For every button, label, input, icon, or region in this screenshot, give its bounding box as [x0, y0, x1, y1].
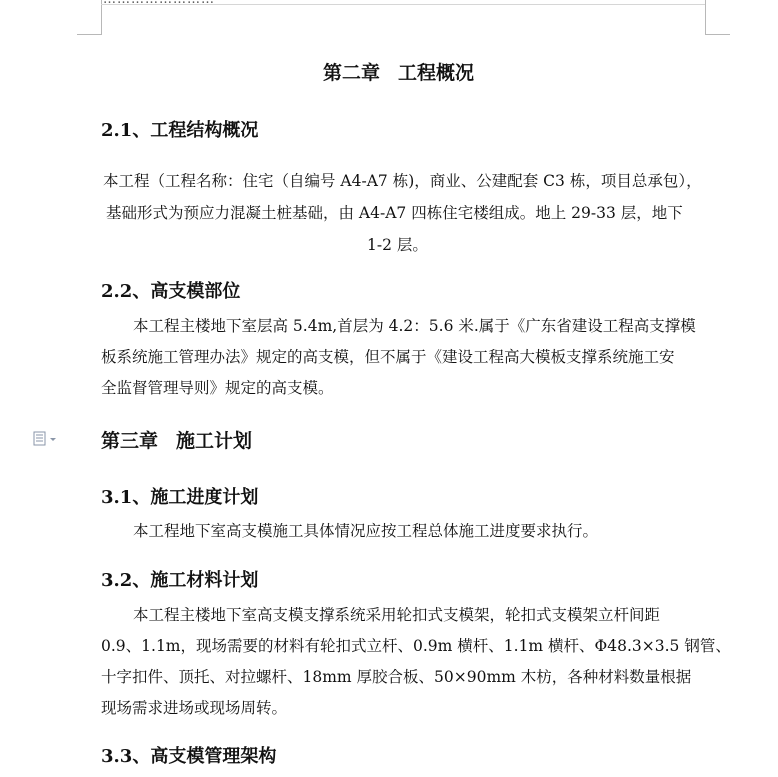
section-2-1-line-1[interactable]: 本工程（工程名称：住宅（自编号 A4-A7 栋)，商业、公建配套 C3 栋，项目总承包），	[103, 172, 702, 190]
section-3-1-heading: 3.1、施工进度计划	[101, 487, 259, 508]
page-corner-top-left	[77, 0, 102, 35]
section-2-1-heading: 2.1、工程结构概况	[101, 120, 259, 141]
section-3-2-line-1[interactable]: 本工程主楼地下室高支模支撑系统采用轮扣式支模架，轮扣式支模架立杆间距	[133, 606, 661, 624]
chapter-2-number: 第二章	[323, 62, 381, 84]
section-3-2-line-4[interactable]: 现场需求进场或现场周转。	[101, 699, 288, 717]
page-header-text	[103, 0, 215, 7]
section-3-2-line-2[interactable]: 0.9、1.1m，现场需要的材料有轮扣式立杆、0.9m 横杆、1.1m 横杆、Φ48.3×3.5 钢管、	[101, 637, 731, 655]
section-3-3-heading: 3.3、高支模管理架构	[101, 746, 277, 767]
chapter-3-number: 第三章	[101, 430, 159, 452]
section-3-2-line-3[interactable]: 十字扣件、顶托、对拉螺杆、18mm 厚胶合板、50×90mm 木枋，各种材料数量根据	[101, 668, 692, 686]
page-corner-top-right	[705, 0, 730, 35]
paragraph-options-icon[interactable]	[33, 431, 59, 447]
section-2-2-line-3[interactable]: 全监督管理导则》规定的高支模。	[101, 379, 334, 397]
section-2-2-heading: 2.2、高支模部位	[101, 281, 241, 302]
section-3-1-line-1[interactable]: 本工程地下室高支模施工具体情况应按工程总体施工进度要求执行。	[133, 522, 599, 540]
section-2-1-line-3[interactable]: 1-2 层。	[367, 236, 428, 254]
chapter-2-title	[323, 58, 474, 85]
chapter-3-title	[101, 426, 252, 453]
chapter-3-name: 施工计划	[176, 430, 253, 452]
section-3-2-heading: 3.2、施工材料计划	[101, 570, 259, 591]
section-2-2-line-1[interactable]: 本工程主楼地下室层高 5.4m,首层为 4.2：5.6 米.属于《广东省建设工程高支撑模	[133, 317, 696, 335]
section-2-2-line-2[interactable]: 板系统施工管理办法》规定的高支模，但不属于《建设工程高大模板支撑系统施工安	[101, 348, 675, 366]
section-2-1-line-2[interactable]: 基础形式为预应力混凝土桩基础，由 A4-A7 四栋住宅楼组成。地上 29-33 层，地下	[106, 204, 683, 222]
chapter-2-name: 工程概况	[398, 62, 475, 84]
